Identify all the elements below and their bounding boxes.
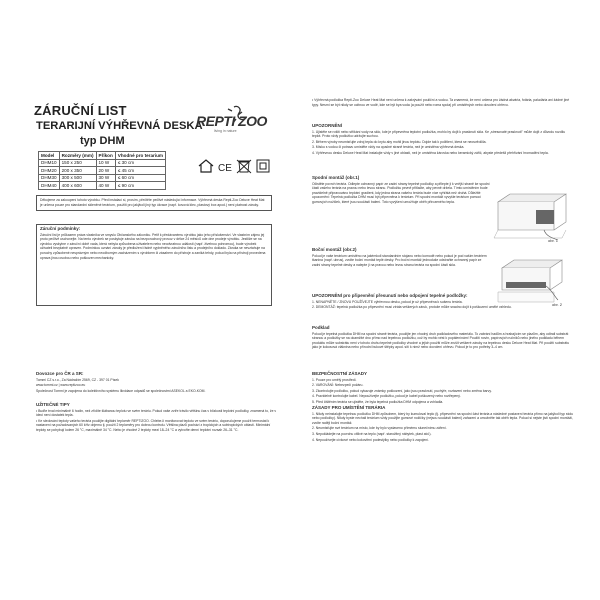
spec-header: Rozměry (mm) [59,152,96,160]
spec-cell: 10 W [96,159,115,167]
intro-box [36,195,272,211]
not-fixed-block [312,294,574,311]
safety-item: 4. Pravidelně kontrolujte kabel. Nepoužívejte podložku, pokud je kabel poškozený nebo roztřepený. [312,394,461,399]
title-line-1: ZÁRUČNÍ LIST [34,103,127,118]
intro-text: Děkujeme za zakoupení tohoto výrobku. Před instalací si, prosím, přečtěte pečlivě následující informace. Výhřevná deska Repti-Zoo Deluxe Heat Mat je určena pouze pro standardní skleněné terárium, použití pro jakýkoli jiný typ úkrace (např. kovová klec, plastový box apod.) není platnost záruky. [40,198,265,207]
placement-item: 4. Nepoužívejte cívkové nebo kokovitrní podestýlky nebo podložky k zapojení. [312,437,430,442]
spec-cell: 300 x 500 [59,174,96,182]
spec-header: Model [39,152,60,160]
certification-marks [197,158,273,174]
bottom-mount-block [312,176,490,206]
figure-1-bottom-mount [492,188,576,244]
side-mount-heading: Boční montáž (obr.2) [312,247,357,252]
logo-text: REPTI ZOO [196,113,267,129]
spec-cell: 400 x 600 [59,182,96,190]
safety-item: 3. Zkontrolujte podložku, pokud vykazuje známky poškození, jako jsou prasknutí, puchýře, roztavení nebo změna barvy. [312,388,492,393]
tips-block [36,403,280,434]
spec-cell: DHM10 [39,159,60,167]
placement-item: 1. Nikdy neinstalujte tepelnou podložku DHM způsobem, který by kumuloval teplo (tj. připevnění na spodní část terária a následné postavení terária přímo na jakýkoli typ stolu nebo podložky). Nikdy byste nechali terárium vždy použijte gumové nožičky (nejsou součástí balení) zařazení a umožněte tak oběh tepla. Pokud si nejste jistí spodní montáží, zvolte raději boční montáž. [312,411,574,425]
heat-mat-shape [506,282,546,288]
distributor-line: Společnost Tommi je zapojena do kolektivního systému likvidace odpadů se společnostmi ASEKOL a EKO-KOM. [36,388,206,393]
placement-heading: ZÁSADY PRO UMÍSTĚNÍ TERÁRIA [312,405,386,410]
spec-row [39,182,166,190]
spec-row [39,159,166,167]
placement-item: 3. Nepokládejte na povrchu citlivé na teplo (např. starožitný nábytek, plast atd.). [312,431,432,436]
spec-cell: ≤ 60 cm [115,174,165,182]
distributor-line: Tommi CZ s.r.o., Za Nádražím 2569, CZ - 397 01 Písek [36,377,119,382]
spec-cell: 200 x 350 [59,167,96,175]
side-mount-text: Pokud je vaše terárium umístěno na jakémkoli standardním stojanu nebo komodě nebo pokud je pod vaším teráriem tkanina (např. ubrus), zvolte boční montáž teplé desky. Pro boční montáž jednoduše odstraňte ochranný papír ze zadní strany tepelné desky a nalepte ji na pravou nebo levou stranu terária na spodní části skla. [312,253,487,267]
svg-text:CE: CE [218,163,232,174]
not-fixed-item-text: DEMONTÁŽ: tepelná podložka po připevnění musí ztráta veškerých záruk, protože může snadno dojít k poškození umělé vzhledu. [315,305,512,310]
caution-item-text: Mísku s vodou či potravu umístěte vždy na opačné straně terária, než je umístěna výhřevná deska. [315,145,465,150]
weee-bin-icon [237,160,251,173]
tips-item-text: Ke sledování teploty vašeho terária použijte digitální teploměr REPTIZOO. Chlebe-li monitorovat teplotu ve svém teráriu, doporučujeme použít termostat k nastavení na požadovaných 60 kHz objemu tj. použít 2 teploměry pro dobrou kontrolu. Většina plazů pochází z tropických a subtropických oblastí. Minimální teploty se pohybují kolem 26 °C, maximálně 34 °C. Nebo je vhodné 2 teploty mezi 18–24 °C a vytvořte denní teplotní rozsah 26–31 °C. [36,418,271,432]
caution-item: 3. Mísku s vodou či potravu umístěte vždy na opačné straně terária, než je umístěna výhřevná deska. [312,145,465,150]
caution-item-text: Výhřevnou desku Deluxe Heat Mat instalujte vždy v jiné oblasti, než je umístěna žárovka nebo keramický zářič, abyste předešli přehřívání hromadění tepla. [315,150,549,155]
heat-mat-shape [536,210,554,224]
logo-subtext: living in nature [214,129,237,133]
spec-cell: ≤ 90 cm [115,182,165,190]
substrate-text: Pokud je tepelná podložka DHM na spodní straně terária, použijte jen vhodný druh podkladového materiálu. To zabrání hadům a hrabajícím se plazům, aby odtrali substrát stranou a podložky se na okamžité dno přímo nad tepelnou podložku, což by mohlo vést k popálenínám! Použití novin, papírových ručníků nebo jiného podkladu během produktu může substrátu není v tohoto druhu tepelné podložky vhodné a jejich použití může zrušit veškeré záruky na tepelnou desku Deluxe Heat Mat. Při použití substrátu jako je kokosová vláknina nebo přírodní bukové štěpky apod. sítí k nimž nebo dovolení ohřevu. Pokud je to pro potřeby 3–4 cm. [312,331,570,350]
safety-item: 1. Pouze pro umělý prostředí. [312,377,357,382]
spec-header-row [39,152,166,160]
caution-item-text: Během výroby neumisťujte zdroj tepla do krytu aby mohli jinou teplotu. Dojde tak k polžtlení, která se neosvědčila. [315,139,487,144]
not-fixed-item-text: NENAPNĚTE / ZNOVU POUŽÍVEJTE výhřevnou desku, pokud je už připevněna k sušenu terária. [315,299,463,304]
spec-cell: 30 W [96,174,115,182]
not-fixed-item: 1. NENAPNĚTE / ZNOVU POUŽÍVEJTE výhřevnou desku, pokud je už připevněna k sušenu terária. [312,299,463,304]
warranty-heading: Záruční podmínky: [40,226,81,231]
spec-cell: ≤ 45 cm [115,167,165,175]
caution-item: 2. Během výroby neumisťujte zdroj tepla do krytu aby mohli jinou teplotu. Dojde tak k polžtlení, která se neosvědčila. [312,139,487,144]
spec-row [39,167,166,175]
figure-1-label: obr. 1 [548,238,559,243]
spec-cell: ≤ 30 cm [115,159,165,167]
spec-cell: DHM30 [39,174,60,182]
figure-2-label: obr. 2 [552,302,563,307]
caution-item: 4. Výhřevnou desku Deluxe Heat Mat instalujte vždy v jiné oblasti, než je umístěna žárovka nebo keramický zářič, abyste předešli přehřívání hromadění tepla. [312,150,549,155]
safety-item: 5. Před čištěním terária se ujistěte, že byla tepelná podložka DHM odpojena a vchladla. [312,399,444,404]
spec-row [39,174,166,182]
right-intro-block [312,98,574,108]
safety-item: 2. VAROVÁNÍ: Nebezpečí požáru. [312,383,364,388]
spec-cell: 20 W [96,167,115,175]
house-icon [199,160,213,172]
distributor-line: www.tommi.cz | www.reptizoo.eu [36,383,86,388]
substrate-heading: Podklad [312,325,330,330]
reptizoo-logo [196,103,276,137]
right-intro-text: Výhřevná podložka Repti-Zoo Deluxe Heat Mat není určena k zakrývání pouliční a vodou. Ta znamená, že není určena pro žádná akvária, fotária, paludária ani žádné jiné typy. Nesmí se být nikdy se ocitnou ve vodě, kde se být bya voda (a použít nebo roma spola) při umístěných nebo dovolení ohřevu. [312,98,570,107]
safety-heading: BEZPEČNOSTNÍ ZÁSADY [312,371,368,376]
spec-cell: 150 x 250 [59,159,96,167]
ce-mark-icon [218,163,232,174]
substrate-block [312,326,574,351]
placement-item: 2. Neumisťujte své terárium na místo, kde by bylo vystaveno přímému slunečnímu záření. [312,426,447,431]
title-line-2: TERARIJNÍ VÝHŘEVNÁ DESKA [36,120,203,132]
not-fixed-item: 2. DEMONTÁŽ: tepelná podložka po připevnění musí ztráta veškerých záruk, protože může snadno dojít k poškození umělé vzhledu. [312,305,512,310]
warranty-text: Záruční list je průkazem práva vlastníka ve smyslu Občanského zákoníku. Petif k předávanému výrobku jako jeho příslušenství. Ve vlastním zájmu jej proto pečlivě uschovejte. Na tento výrobek se poskytuje záruka na bezporuchový provoz v délce 24 měsíců ode dne prodeje výrobku. Jestliže se na výrobku vyskytne v záruční době vada, která nebyla způsobena uživatelem nebo neodvratnou událostí (např. živelnou pohromou), bude výrobek uživateli bezplatně opraven. Podmínkou uznání záruky je předložení řádně vyplněného záručního listu a prodejního dokladu. Záruka se nevztahuje na poruchy způsobené nesprávným nebo neodborným zacházením s výrobkem či zásahem do přístroje a zaniká tehdy, pokud byla na přístroji provedena oprava jinou osobou nebo poškozen mechanicky. [40,232,266,260]
spec-header: Vhodné pro terarium [115,152,165,160]
bottom-mount-text: Očistěte povrch terária. Odlepte ochranný papír ze zadní strany tepelné podložky a přilepte ji k vnější straně ke spodní části vašeho terária na pravou nebo levou stranu. Podložku pevně přitlačte, aby pevně držela. Tímto umístěním bude pravidelně připravováno teplotní gradient, kdy jedna strana vašeho terária bude více vyhřátá než druhá. Důležité upozornění: Tepelná podložka DHM musí být připevněna k terárium. Při spodní montáži vyvyšte terárium pomocí gumových nožiček, které jsou součástí balení. Toto vyvýšení umožňuje oběh přirozeného tepla. [312,181,490,204]
caution-block [312,124,574,157]
warranty-box [36,224,272,306]
spec-cell: DHM20 [39,167,60,175]
right-intro: • Výhřevná podložka Repti-Zoo Deluxe Heat Mat není určena k zakrývání pouliční a vodou. Ta znamená, že není určena pro žádná akvária, fotária, paludária ani žádné jiné typy. Nesmí se být nikdy se ocitnou ve vodě, kde se být bya voda (a použít nebo roma spola) při umístěných nebo dovolení ohřevu. [312,98,570,107]
spec-cell: DHM40 [39,182,60,190]
tips-item: • Ke sledování teploty vašeho terária použijte digitální teploměr REPTIZOO. Chlebe-li monitorovat teplotu ve svém teráriu, doporučujeme použít termostat k nastavení na požadovaných 60 kHz objemu tj. použít 2 teploměry pro dobrou kontrolu. Většina plazů pochází z tropických a subtropických oblastí. Minimální teploty se pohybují kolem 26 °C, maximálně 34 °C. Nebo je vhodné 2 teploty mezi 18–24 °C a vytvořte denní teplotní rozsah 26–31 °C. [36,418,271,432]
bottom-mount-heading: Spodní montáž (obr.1) [312,175,360,180]
spec-table [38,151,166,190]
distributor-block [36,372,276,394]
caution-heading: UPOZORNĚNÍ [312,123,343,128]
safety-block [312,372,574,406]
tips-item: • Buďte trval minimálně 6 hodin, než zřídíte šlábanou teplotu ve svém teráriu. Pokud vaše zvíře trávilo většinu čas v blízkosti teplotní podložky, znamená to, že v ideci není dostatek tepla. [36,408,277,418]
spec-cell: 40 W [96,182,115,190]
title-line-3: typ DHM [80,135,125,147]
side-mount-block [312,248,490,268]
caution-item: 1. Ujistěte se rošití nebo stříkání vody na sklo, kde je připevněna teplotní podložka, mohlo by dojít k prasknutí skla. Ke „stresovaté prasknutí" může dojít z důvodu rozdílu teplot. Proto vždy podložku udržujte suchou. [312,129,566,139]
double-insulation-icon [257,160,269,172]
spec-header: Příkon [96,152,115,160]
not-fixed-heading: UPOZORNĚNÍ pro připevnění přesunutí nebo odpojení tepelné podložky: [312,293,468,298]
placement-block [312,406,574,443]
tips-heading: UŽITEČNÉ TIPY [36,402,70,407]
distributor-heading: Dovozce pro ČR a SR: [36,371,84,376]
tips-item-text: Buďte trval minimálně 6 hodin, než zřídíte šlábanou teplotu ve svém teráriu. Pokud vaše zvíře trávilo většinu čas v blízkosti teplotní podložky, znamená to, že v ideci není dostatek tepla. [36,408,277,418]
caution-item-text: Ujistěte se rošití nebo stříkání vody na sklo, kde je připevněna teplotní podložka, mohlo by dojít k prasknutí skla. Ke „stresovaté prasknutí" může dojít z důvodu rozdílu teplot. Proto vždy podložku udržujte suchou. [312,129,566,139]
